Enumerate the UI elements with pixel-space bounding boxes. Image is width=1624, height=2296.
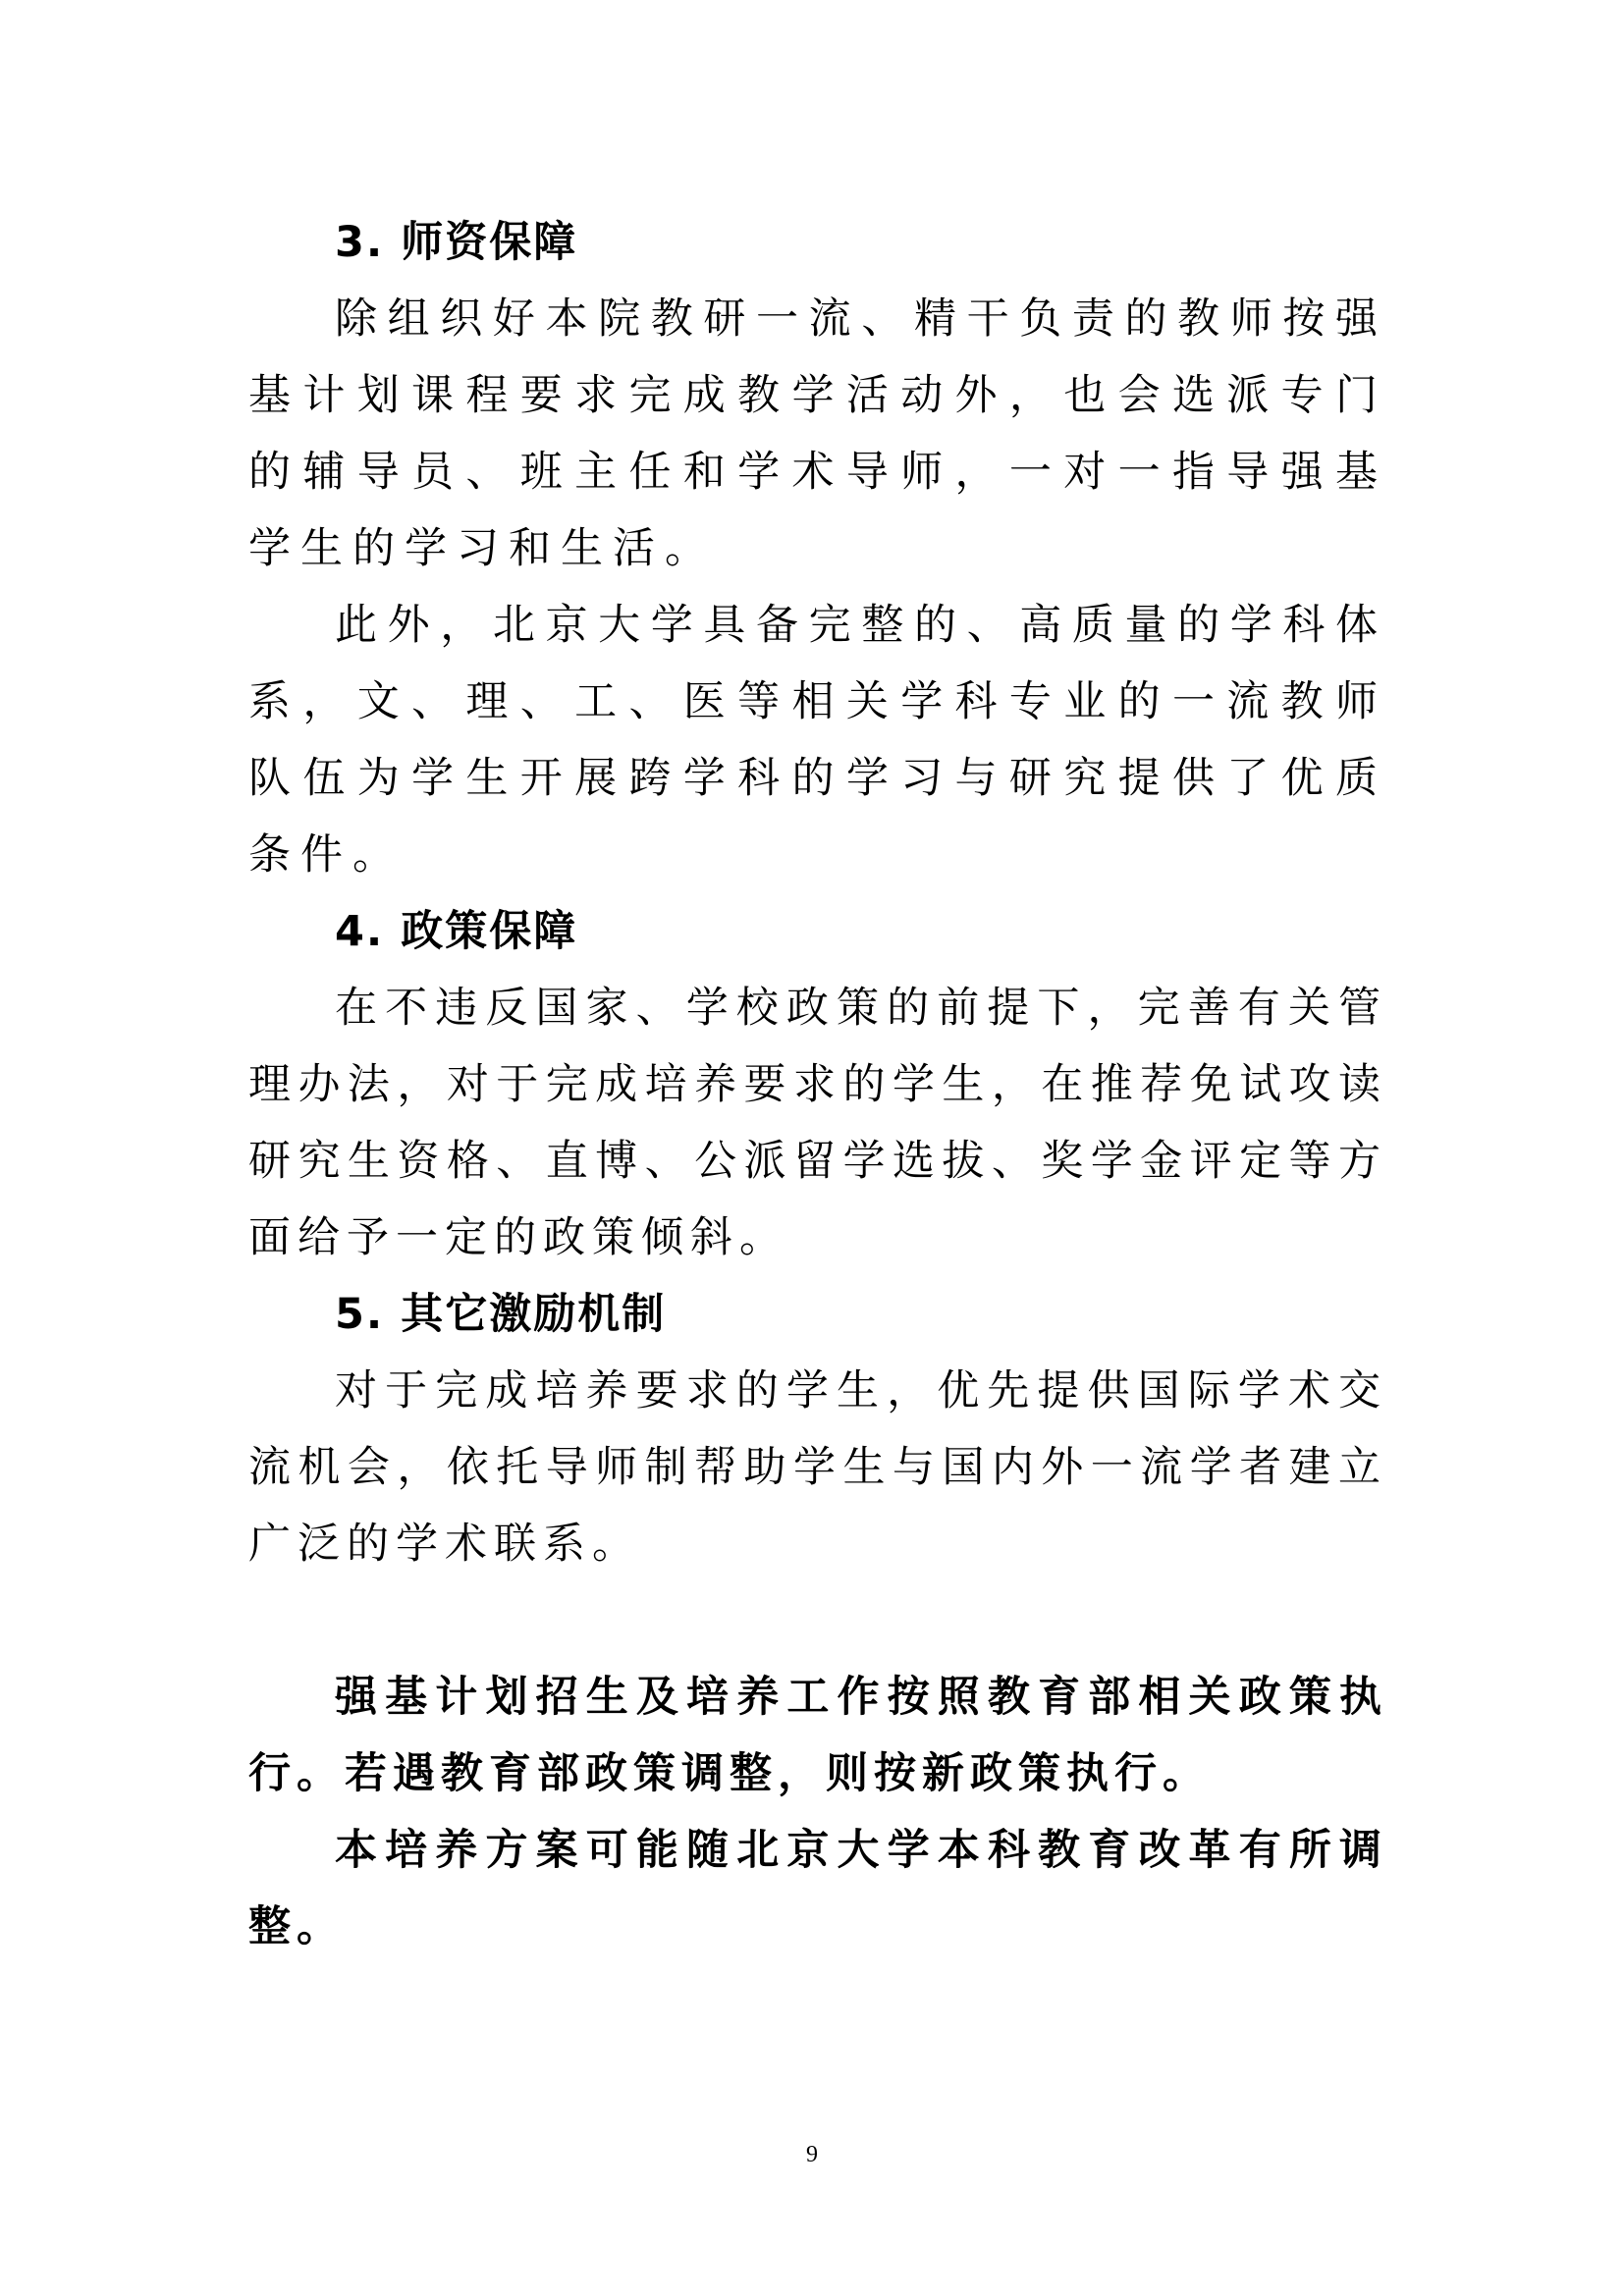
section-heading-policy-support: 4. 政策保障 — [335, 907, 578, 956]
section-paragraph: 对于完成培养要求的学生，优先提供国际学术交流机会，依托导师制帮助学生与国内外一流学者建立广泛的学术联系。 — [248, 1366, 1387, 1569]
section-paragraph: 此外，北京大学具备完整的、高质量的学科体系，文、理、工、医等相关学科专业的一流教师队伍为学生开展跨学科的学习与研究提供了优质条件。 — [248, 601, 1387, 880]
closing-note-policy: 强基计划招生及培养工作按照教育部相关政策执行。若遇教育部政策调整，则按新政策执行。 — [248, 1673, 1387, 1798]
section-paragraph: 在不违反国家、学校政策的前提下，完善有关管理办法，对于完成培养要求的学生，在推荐免试攻读研究生资格、直博、公派留学选拔、奖学金评定等方面给予一定的政策倾斜。 — [248, 984, 1387, 1262]
section-heading-teacher-support: 3. 师资保障 — [335, 218, 578, 267]
section-paragraph: 除组织好本院教研一流、精干负责的教师按强基计划课程要求完成教学活动外，也会选派专门的辅导员、班主任和学术导师，一对一指导强基学生的学习和生活。 — [248, 294, 1387, 573]
page-number: 9 — [806, 2142, 818, 2167]
section-heading-other-incentives: 5. 其它激励机制 — [335, 1290, 667, 1339]
spacer — [248, 1582, 1387, 1659]
closing-note-adjustment: 本培养方案可能随北京大学本科教育改革有所调整。 — [248, 1826, 1387, 1951]
page-content — [248, 204, 1387, 1965]
